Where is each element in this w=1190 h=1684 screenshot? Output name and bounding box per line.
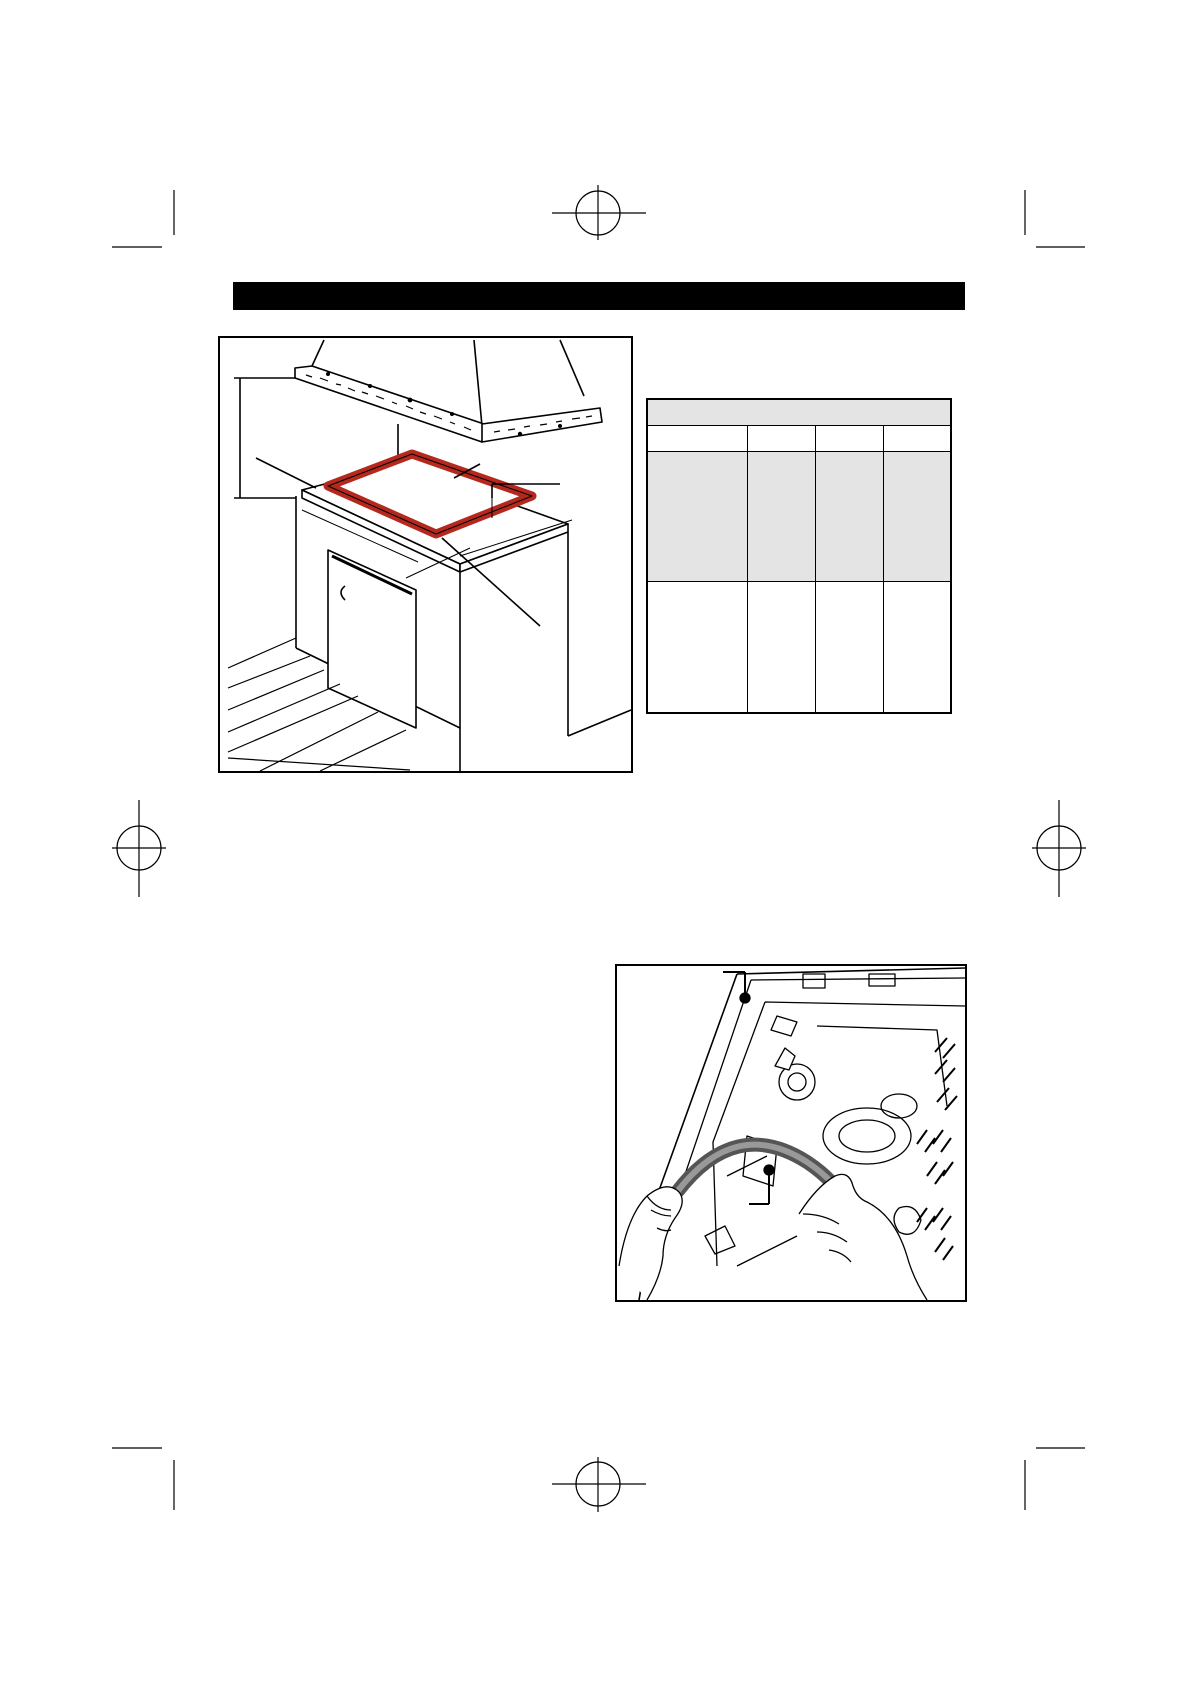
table-title-row [648, 400, 950, 426]
section-header-bar [233, 282, 965, 310]
hood-chimney-center-edge [474, 340, 482, 426]
specification-table [646, 398, 952, 714]
registration-target-bottom [552, 1457, 646, 1512]
table-row [648, 452, 950, 582]
hood-base-front [295, 366, 484, 442]
hood-chimney-right-edge [560, 340, 584, 396]
seal-application-figure [615, 964, 967, 1302]
table-row [648, 582, 950, 712]
callout-dot-strip [764, 1165, 774, 1175]
installation-figure [218, 336, 633, 773]
burner-knob [779, 1064, 815, 1100]
callout-dot-top [740, 993, 750, 1003]
cooktop-installation-illustration [220, 338, 631, 771]
cabinet-door [328, 550, 416, 728]
registration-target-right [1032, 800, 1086, 897]
registration-target-left [112, 800, 166, 897]
right-hand [799, 1174, 927, 1300]
table-header-row [648, 426, 950, 452]
left-hand [619, 1187, 682, 1300]
table-column-divider [815, 426, 816, 712]
table-column-divider [883, 426, 884, 712]
seal-application-illustration [617, 966, 965, 1300]
hood-chimney-left-edge [312, 340, 324, 366]
registration-target-top [552, 185, 646, 240]
table-column-divider [747, 426, 748, 712]
